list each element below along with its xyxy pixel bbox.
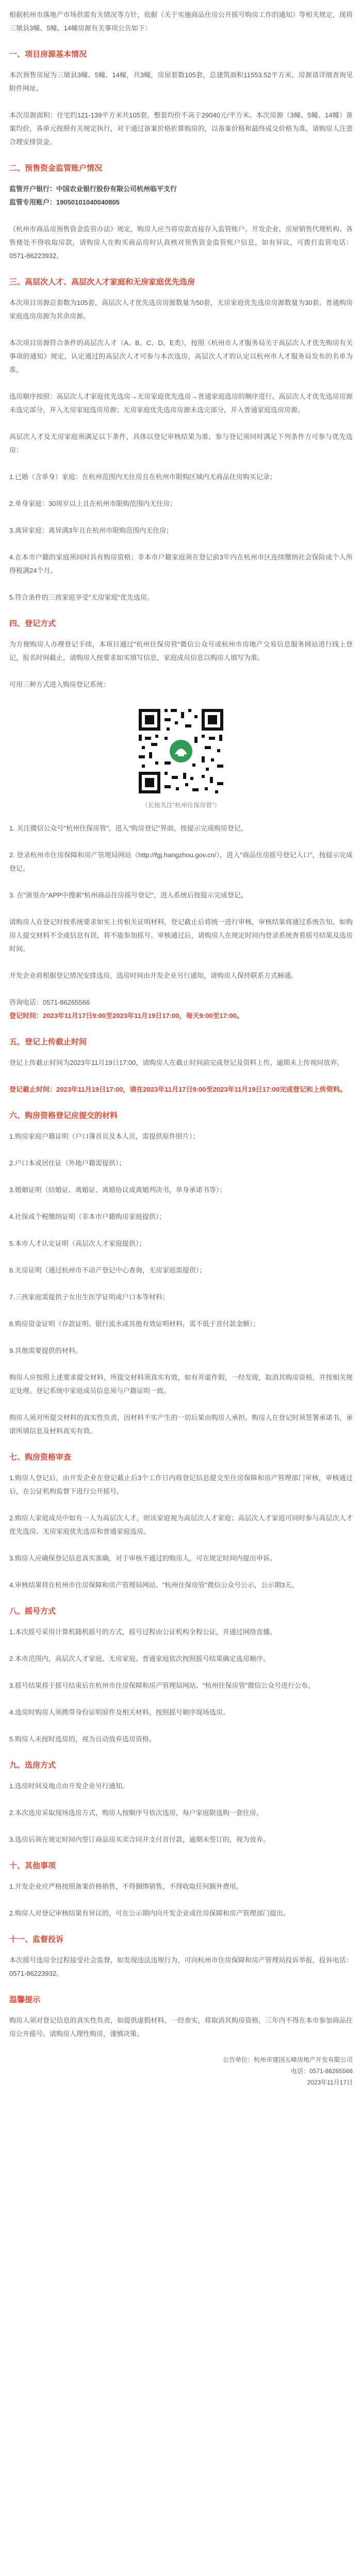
paragraph: 本次预售房屋为三墩县3幢、5幢、14幢，共3幢，房屋套数105套，总建筑面积11553.52平方米，房源请详细查询见附件网址。 — [9, 71, 353, 92]
phone-line-footer — [9, 2065, 353, 2077]
intro-paragraph: 根据杭州市落地产市场供需有关情况等方针，依据《关于实施商品住房公开摇号购房工作的通知》等相关规定，现将三墩县3幢、5幢、14幢房源有关事项公告如下： — [9, 11, 353, 32]
list-item: 3.婚姻证明（结婚证、离婚证、离婚协议或离婚判决书，单身承诺书等）； — [9, 1186, 226, 1194]
qr-code-icon[interactable] — [135, 705, 227, 798]
paragraph: 2.购房人对登记审核结果有异议的，可在公示期内向开发企业或住房保障和房产管理部门提出。 — [9, 1909, 290, 1917]
paragraph: 开发企业将根据登记情况安排选房，选房时间由开发企业另行通知，请购房人保持联系方式畅通。 — [9, 972, 298, 979]
paragraph: 《杭州市商品房预售资金监管办法》规定，购房人应当将房款直接存入监管账户。开发企业、房屋销售代理机构、各售楼处不得收取房款，请购房人在购买商品房时认真核对预售资金监管账户信息，如有异议，可拨打监管电话：0571-86223932。 — [9, 225, 353, 260]
bank-line: 监管开户银行：中国农业银行股份有限公司杭州临平支行 — [9, 185, 177, 193]
paragraph: 3.选房后须在规定时间内签订商品房买卖合同并支付首付款，逾期未签订的，视为放弃。 — [9, 1836, 270, 1843]
paragraph: 2.本次选房采取现场选房方式，购房人按顺序号依次选房，每户家庭限选购一套住房。 — [9, 1809, 263, 1817]
paragraph: 高层次人才及无房家庭须满足以下条件，具体以登记审核结果为准，参与登记须同时满足下列条件方可参与优先选房： — [9, 433, 353, 454]
paragraph: 本次房源面积：住宅约121-139平方米共105套，整套均价不高于29040元/平方米。本次房源（3幢、5幢、14幢）备案均价，各单元按照有关规定执行，对于通过备案价格折算购房的，以备案价格和最终成交价格为准，请购房人注意合理安排资金。 — [9, 111, 353, 146]
section-title: 二、预售资金监管账户情况 — [9, 164, 103, 173]
list-item: 9.其他需要提供的材料。 — [9, 1347, 82, 1354]
section-title: 十一、监督投诉 — [9, 1935, 64, 1944]
paragraph: 1.开发企业应严格按照备案价格销售，不得捆绑销售，不得收取任何额外费用。 — [9, 1883, 243, 1890]
paragraph: 4.审核结果将在杭州市住房保障和房产管理局网站、"杭州住保房管"微信公众号公示，公示期3天。 — [9, 1581, 299, 1589]
section-title: 六、购房资格登记应提交的材料 — [9, 1111, 118, 1120]
paragraph: 1. 关注微信公众号"杭州住保房管"，进入"购房登记"界面，按提示完成购房登记。 — [9, 824, 248, 832]
list-item: 5.本市人才认定证明（高层次人才家庭提供）； — [9, 1240, 146, 1247]
issuer-line — [9, 2054, 353, 2065]
paragraph: 购房人应按照上述要求提交材料，所提交材料须真实有效，如有弄虚作假，一经发现，取消其购房资格，并按相关规定处理。登记系统中家庭成员信息须与户籍证明一致。 — [9, 1374, 353, 1395]
section-title: 一、项目房源基本情况 — [9, 50, 87, 59]
warm-tip-title: 温馨提示 — [9, 1995, 41, 2004]
paragraph: 2.购房人家庭成员中如有一人为高层次人才，则该家庭视为高层次人才家庭；高层次人才家庭可同时参与高层次人才优先选房、无房家庭优先选房和普通家庭选房。 — [9, 1514, 353, 1535]
phone-line: 咨询电话：0571-86265566 — [9, 998, 90, 1006]
warm-tip: 购房人须对登记信息的真实性负责，如提供虚假材料，一经查实，将取消其购房资格，三年内不得在本市参加商品住房公开摇号。请购房人理性购房，谨慎决策。 — [9, 2016, 353, 2038]
paragraph: 请购房人在登记时按系统要求如实上传相关证明材料，登记截止后将统一进行审核，审核结果将通过系统告知。如购房人提交材料不全或信息有误，将不能参加摇号。审核通过后，请购房人在规定时间内登录系统查看摇号结果及选房时间。 — [9, 918, 353, 953]
deadline-notice: 登记截止时间：2023年11月19日17:00，请在2023年11月17日9:00至2023年11月19日17:00完成登记和上传资料。 — [9, 1086, 347, 1093]
registration-time: 登记时间：2023年11月17日9:00至2023年11月19日17:00，每天9:00至17:00。 — [9, 1012, 243, 1020]
section-title: 五、登记上传截止时间 — [9, 1038, 87, 1046]
list-item: 6.无房证明（通过杭州市不动产登记中心查询，无房家庭需提供）； — [9, 1266, 206, 1274]
list-item: 2.户口本或居住证（外地户籍需提供）； — [9, 1159, 126, 1167]
list-item: 7.三孩家庭需提供子女出生医学证明或户口本等材料； — [9, 1293, 169, 1301]
phone-label: 电话： — [290, 2067, 309, 2075]
section-title: 十、其他事项 — [9, 1861, 56, 1870]
account-line: 监管专用账户：19050101040040805 — [9, 198, 120, 206]
paragraph: 选房顺序按照：高层次人才家庭优先选房→无房家庭优先选房→普通家庭选房的顺序进行。高层次人才优先选房房源未选完部分，并入无房家庭选房房源；无房家庭优先选房房源未选完部分，并入普通家庭选房房源。 — [9, 393, 353, 414]
list-item: 2.单身家庭：30周岁以上且在杭州市限购范围内无住房； — [9, 500, 177, 507]
paragraph: 1.购房人登记后，由开发企业在登记截止后3个工作日内将登记信息提交至住房保障和房产管理部门审核，审核通过后，在公证机构监督下进行公开摇号。 — [9, 1474, 353, 1495]
issuer: 杭州市建国五峰房地产开发有限公司 — [253, 2056, 353, 2063]
list-item: 1.已婚（含单身）家庭：在杭州范围内无住房且在杭州市限购区域内无商品住房购买记录； — [9, 473, 276, 481]
paragraph: 为方便购房人办理登记手续，本项目通过"杭州住保房管"微信公众号或杭州市房地产交易信息服务网站进行线上登记，报名时间截止，请购房人按要求如实填写信息，家庭成员信息以购房人填写为准。 — [9, 640, 353, 662]
list-item: 5.符合条件的三孩家庭享受"无房家庭"优先选房。 — [9, 594, 154, 601]
paragraph: 3.购房人应确保登记信息真实准确，对于审核不通过的购房人，可在规定时间内提出申诉。 — [9, 1554, 276, 1562]
list-item: 4.在本市户籍的家庭须同时具有购房资格；非本市户籍家庭须在登记前3年内在杭州市区连续缴纳社会保险或个人所得税满24个月。 — [9, 553, 353, 574]
paragraph: 本次项目房源符合条件的高层次人才（A、B、C、D、E类），按照《杭州市人才服务局关于高层次人才优先购房有关事项的通知》规定，认定通过的高层次人才可参与本次选房，高层次人才的认定以杭州市人才服务局发布的名单为准。 — [9, 339, 353, 374]
paragraph: 购房人须对所提交材料的真实性负责，因材料不实产生的一切后果由购房人承担。购房人在登记时须签署承诺书，承诺所填信息及材料真实有效。 — [9, 1414, 353, 1435]
list-item: 8.购房资金证明（存款证明、银行流水或其他有效证明材料，需不低于首付款金额）； — [9, 1320, 260, 1328]
phone: 0571-86265566 — [309, 2067, 353, 2075]
list-item: 3.离异家庭：离异满3年且在杭州市限购范围内无住房； — [9, 527, 173, 534]
paragraph: 2.本市范围内，高层次人才家庭、无房家庭、普通家庭依次按照摇号结果确定选房顺序。 — [9, 1655, 270, 1663]
paragraph: 1.本次摇号采用计算机随机摇号的方式，摇号过程由公证机构全程公证，并通过网络直播。 — [9, 1628, 276, 1636]
paragraph: 2. 登录杭州市住房保障和房产管理局网站（http://fgj.hangzhou.gov.cn/），进入"商品住房摇号登记入口"，按提示完成登记。 — [9, 851, 353, 872]
section-title: 九、选房方式 — [9, 1761, 56, 1770]
paragraph: 可用三种方式进入购房登记系统： — [9, 681, 110, 688]
section-title: 四、登记方式 — [9, 619, 56, 628]
paragraph: 4.选房时购房人须携带身份证明原件及相关材料，按照摇号顺序现场选房。 — [9, 1708, 229, 1716]
qr-caption: （长按关注"杭州住保房管"） — [141, 802, 221, 809]
paragraph: 本次项目房源总套数为105套，高层次人才优先选房房源数量为50套，无房家庭优先选房房源数量为30套。普通购房家庭选房房源为其余房源。 — [9, 299, 353, 320]
paragraph: 3.摇号结果将于摇号结束后在杭州市住房保障和房产管理局网站、"杭州住保房管"微信公众号进行公布。 — [9, 1682, 315, 1689]
paragraph: 登记上传截止时间为2023年11月19日17:00，请购房人在截止时间前完成登记及资料上传，逾期未上传视同放弃。 — [9, 1059, 344, 1066]
paragraph: 本次摇号选房全过程接受社会监督，如发现违法违规行为，可向杭州市住房保障和房产管理局投诉举报，投诉电话：0571-86223932。 — [9, 1956, 353, 1977]
qr-code-image — [135, 705, 227, 798]
issue-date: 2023年11月17日 — [307, 2079, 353, 2086]
section-title: 七、购房资格审查 — [9, 1453, 72, 1462]
list-item: 4.社保或个税缴纳证明（非本市户籍购房家庭提供）； — [9, 1213, 166, 1221]
list-item: 1.购房家庭户籍证明（户口簿首页及本人页，需提供原件照片）； — [9, 1132, 200, 1140]
section-title: 三、高层次人才、高层次人才家庭和无房家庭优先选房 — [9, 278, 195, 286]
section-title: 八、摇号方式 — [9, 1607, 56, 1616]
paragraph: 5.购房人未按时选房的，视为自动放弃选房资格。 — [9, 1735, 156, 1743]
paragraph: 3. 在"浙里办"APP中搜索"杭州商品住房摇号登记"，进入系统后按提示完成登记。 — [9, 891, 248, 899]
footer — [9, 2054, 353, 2088]
issuer-label: 公告单位： — [222, 2056, 254, 2063]
paragraph: 1.选房时间及地点由开发企业另行通知。 — [9, 1782, 129, 1790]
